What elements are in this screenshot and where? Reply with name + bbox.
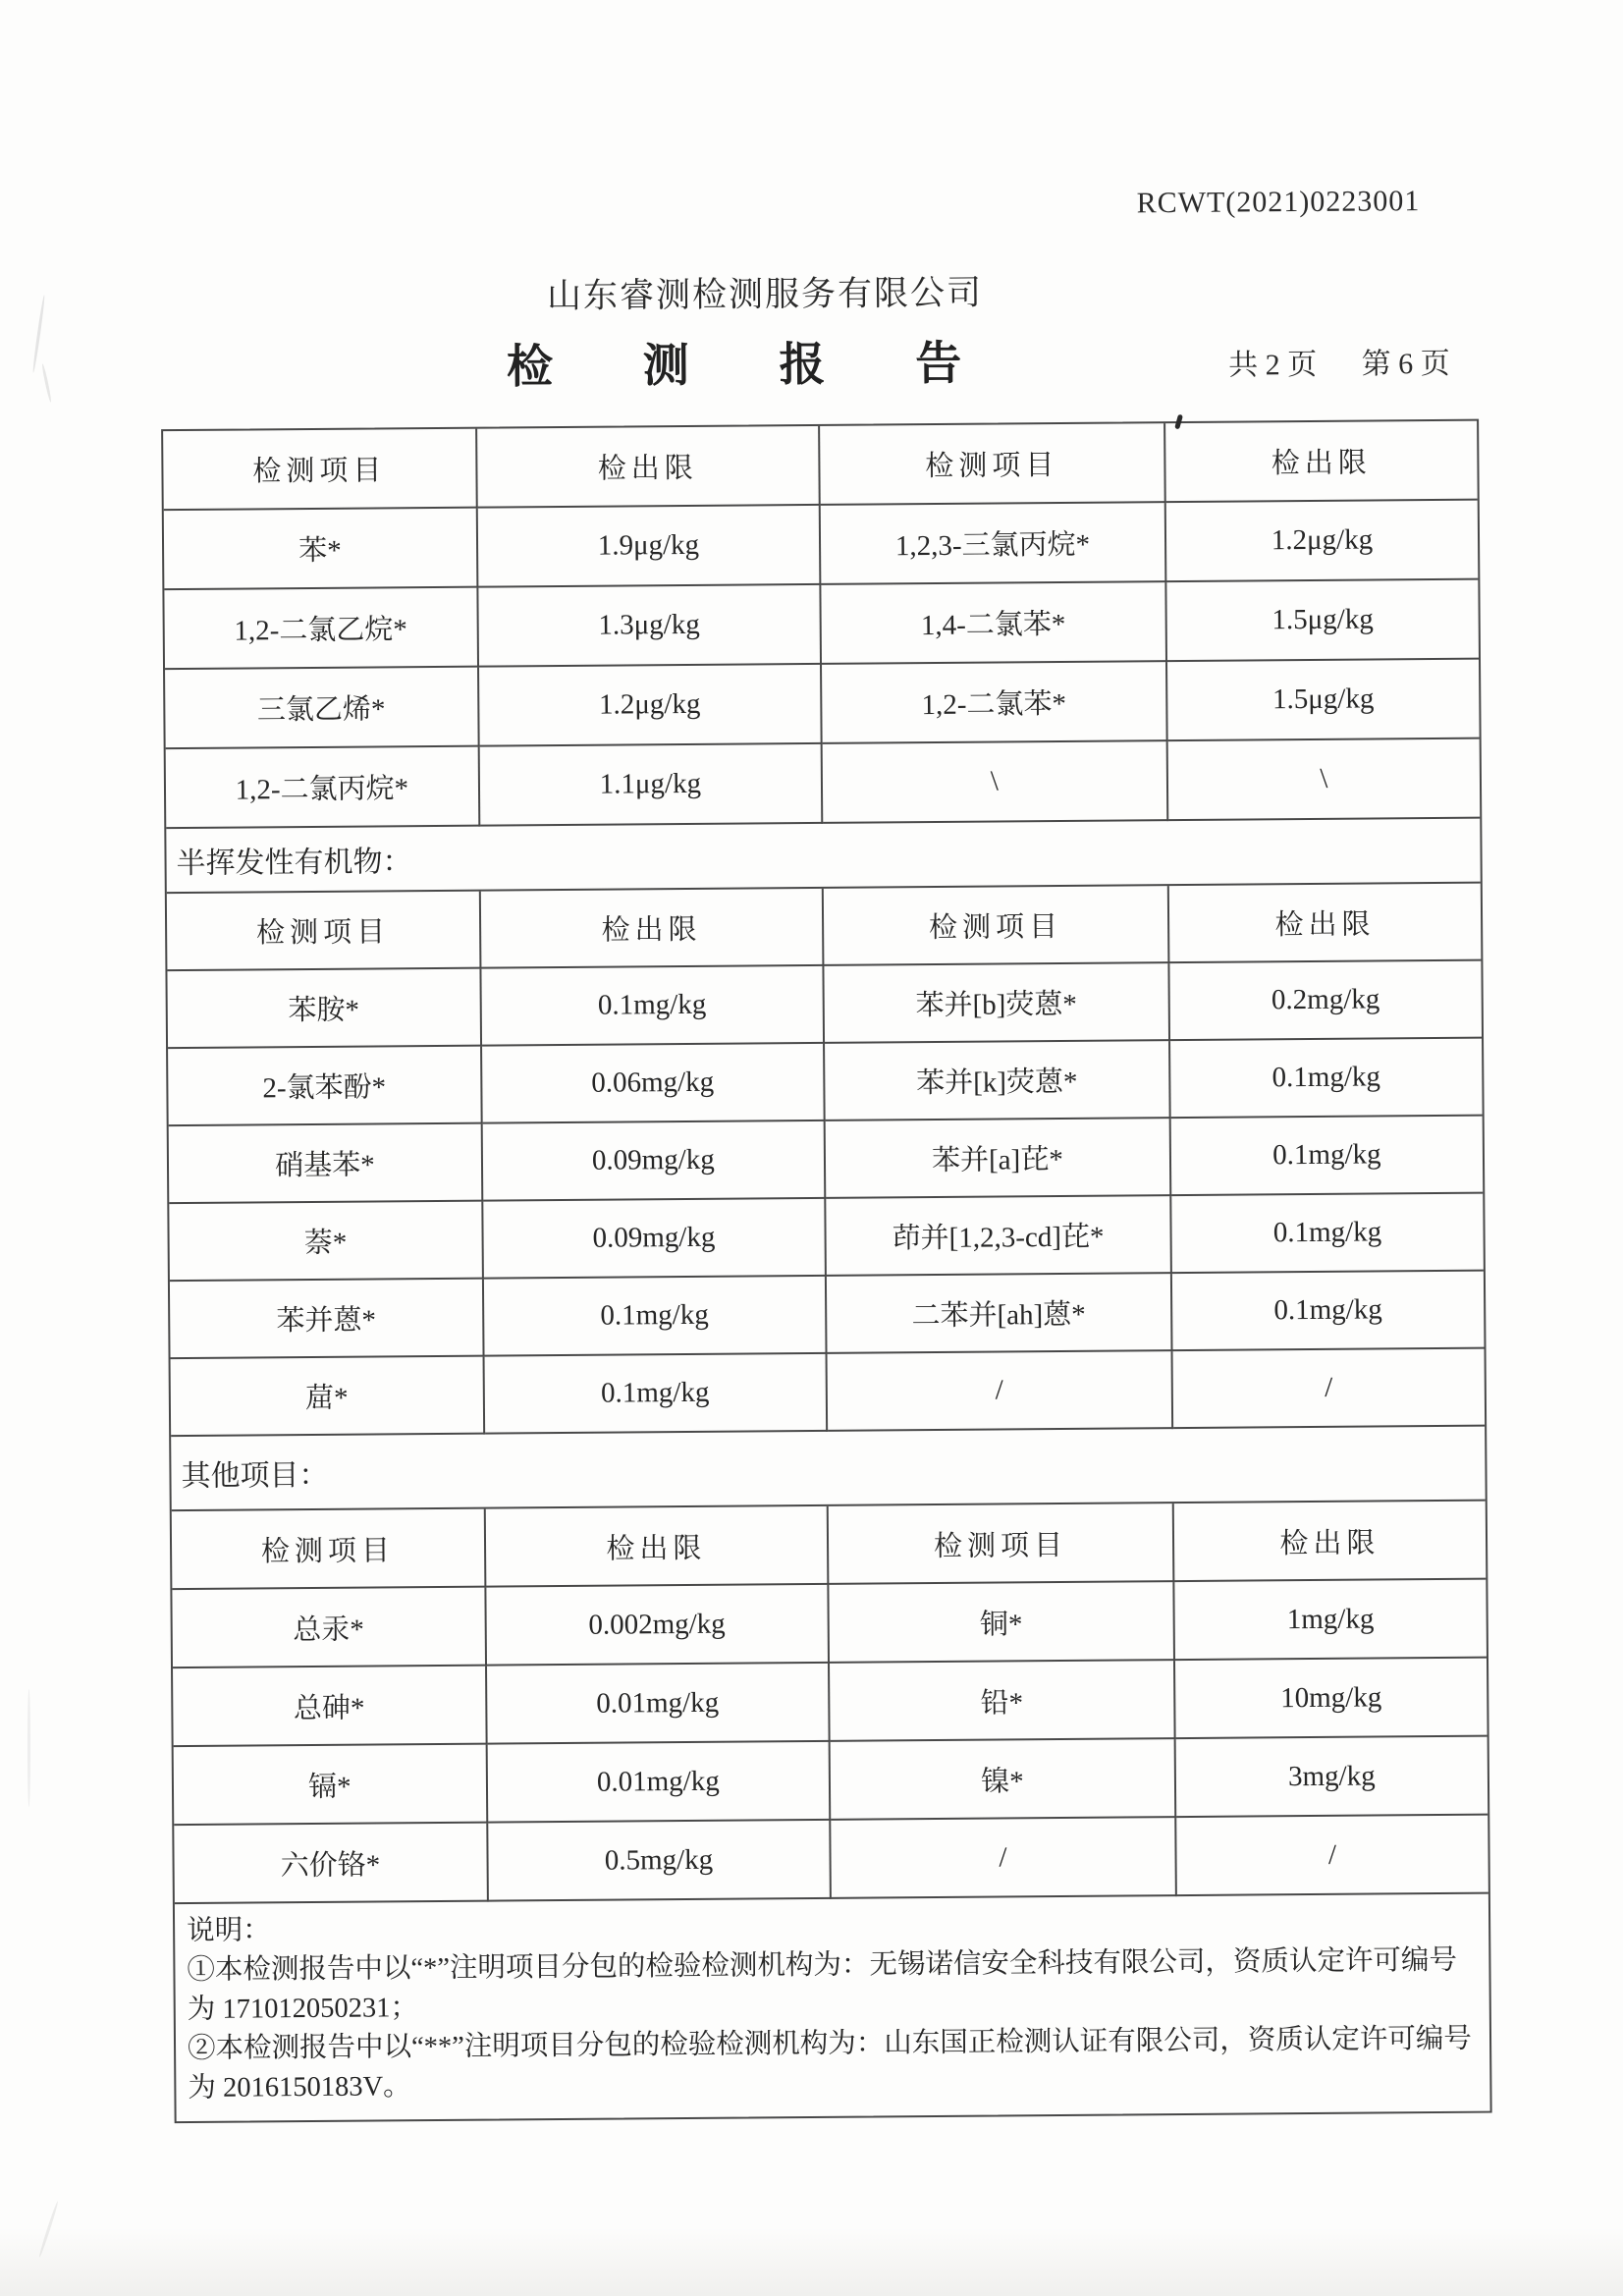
results-table	[161, 419, 1492, 2124]
limit-cell: 0.06mg/kg	[482, 1044, 826, 1124]
analyte-cell: 总汞*	[172, 1588, 486, 1669]
page-current: 第 6 页	[1361, 347, 1450, 381]
header-cell-analyte: 检测项目	[829, 1503, 1175, 1585]
limit-cell: 0.1mg/kg	[1170, 1039, 1483, 1119]
limit-cell: 3mg/kg	[1175, 1737, 1488, 1818]
analyte-cell: 铅*	[830, 1661, 1176, 1742]
limit-cell: 0.1mg/kg	[1171, 1194, 1484, 1274]
limit-cell: 0.1mg/kg	[1171, 1117, 1484, 1196]
limit-cell: 0.09mg/kg	[483, 1199, 827, 1280]
limit-cell: 0.1mg/kg	[484, 1354, 828, 1435]
note-item-2: ②本检测报告中以“**”注明项目分包的检验检测机构为：山东国正检测认证有限公司，资质认定许可编号为 2016150183V。	[187, 2023, 1472, 2104]
svoc-table	[167, 884, 1485, 1437]
notes-heading: 说明：	[187, 1915, 271, 1946]
other-items-table	[172, 1502, 1488, 1904]
analyte-cell: 1,2,3-三氯丙烷*	[821, 503, 1167, 585]
analyte-cell: 硝基苯*	[169, 1124, 483, 1205]
analyte-cell: 二苯并[ah]蒽*	[827, 1274, 1173, 1354]
analyte-cell: 䓛*	[171, 1357, 485, 1438]
notes-section	[175, 1894, 1490, 2122]
analyte-cell: 总砷*	[173, 1667, 487, 1748]
analyte-cell: 苯胺*	[167, 969, 481, 1050]
limit-cell: 1.3μg/kg	[478, 585, 822, 668]
limit-cell: 1.5μg/kg	[1166, 580, 1479, 662]
limit-cell: 1.2μg/kg	[479, 665, 823, 747]
header-cell-limit: 检出限	[477, 426, 821, 509]
analyte-cell: 苯并[k]荧蒽*	[825, 1041, 1171, 1121]
limit-cell: 0.09mg/kg	[482, 1121, 826, 1202]
report-title: 检 测 报 告	[506, 338, 976, 394]
analyte-cell: /	[831, 1818, 1177, 1899]
analyte-cell: 苯并[b]荧蒽*	[824, 963, 1170, 1044]
analyte-cell: 1,2-二氯苯*	[822, 662, 1168, 744]
header-cell-analyte: 检测项目	[172, 1509, 486, 1591]
section-label-svoc: 半挥发性有机物：	[166, 819, 1480, 895]
header-cell-limit: 检出限	[486, 1506, 830, 1588]
analyte-cell: 苯*	[164, 509, 478, 591]
scan-artifact-streak	[27, 1689, 30, 1807]
limit-cell: 0.01mg/kg	[487, 1664, 831, 1745]
limit-cell: /	[1172, 1349, 1485, 1429]
limit-cell: 0.1mg/kg	[484, 1277, 828, 1357]
limit-cell: /	[1176, 1816, 1488, 1896]
limit-cell: 1.2μg/kg	[1166, 501, 1479, 582]
analyte-cell: 1,2-二氯乙烷*	[164, 588, 478, 671]
analyte-cell: \	[823, 741, 1169, 824]
analyte-cell: 萘*	[169, 1202, 483, 1283]
report-number: RCWT(2021)0223001	[1136, 185, 1421, 220]
limit-cell: 1.5μg/kg	[1167, 660, 1480, 741]
limit-cell: 0.5mg/kg	[488, 1821, 832, 1902]
limit-cell: 0.1mg/kg	[481, 966, 825, 1047]
header-cell-limit: 检出限	[1169, 884, 1482, 963]
header-cell-limit: 检出限	[481, 889, 825, 969]
header-cell-limit: 检出限	[1174, 1502, 1487, 1582]
page-edge-shadow	[0, 2227, 1623, 2296]
limit-cell: 0.002mg/kg	[486, 1585, 830, 1667]
header-cell-limit: 检出限	[1165, 421, 1478, 503]
limit-cell: 0.01mg/kg	[487, 1742, 831, 1824]
analyte-cell: 苯并[a]芘*	[826, 1119, 1172, 1199]
analyte-cell: 铜*	[829, 1582, 1175, 1664]
analyte-cell: 镍*	[831, 1739, 1177, 1821]
section-label-other: 其他项目：	[171, 1427, 1486, 1512]
note-item-1: ①本检测报告中以“*”注明项目分包的检验检测机构为：无锡诺信安全科技有限公司，资质认定许可编号为 171012050231；	[187, 1944, 1458, 2025]
company-name: 山东睿测检测服务有限公司	[546, 273, 984, 316]
limit-cell: 0.2mg/kg	[1169, 961, 1482, 1041]
analyte-cell: 1,2-二氯丙烷*	[166, 747, 480, 830]
analyte-cell: 茚并[1,2,3-cd]芘*	[826, 1196, 1172, 1277]
pages-total: 共 2 页	[1228, 348, 1318, 382]
limit-cell: 10mg/kg	[1175, 1659, 1488, 1739]
analyte-cell: 1,4-二氯苯*	[821, 582, 1167, 665]
analyte-cell: 镉*	[174, 1745, 488, 1827]
analyte-cell: /	[828, 1351, 1174, 1432]
limit-cell: 0.1mg/kg	[1172, 1272, 1485, 1351]
limit-cell: \	[1168, 739, 1481, 821]
limit-cell: 1mg/kg	[1174, 1580, 1487, 1661]
voc-table	[163, 421, 1480, 829]
analyte-cell: 2-氯苯酚*	[168, 1047, 482, 1127]
header-cell-analyte: 检测项目	[163, 429, 477, 512]
limit-cell: 1.9μg/kg	[478, 506, 822, 588]
header-cell-analyte: 检测项目	[824, 886, 1170, 966]
header-cell-analyte: 检测项目	[167, 892, 481, 972]
analyte-cell: 苯并蒽*	[170, 1280, 484, 1360]
analyte-cell: 三氯乙烯*	[165, 668, 479, 750]
header-cell-analyte: 检测项目	[820, 423, 1166, 506]
analyte-cell: 六价铬*	[174, 1824, 488, 1905]
limit-cell: 1.1μg/kg	[479, 744, 823, 827]
pagination	[1228, 339, 1450, 384]
